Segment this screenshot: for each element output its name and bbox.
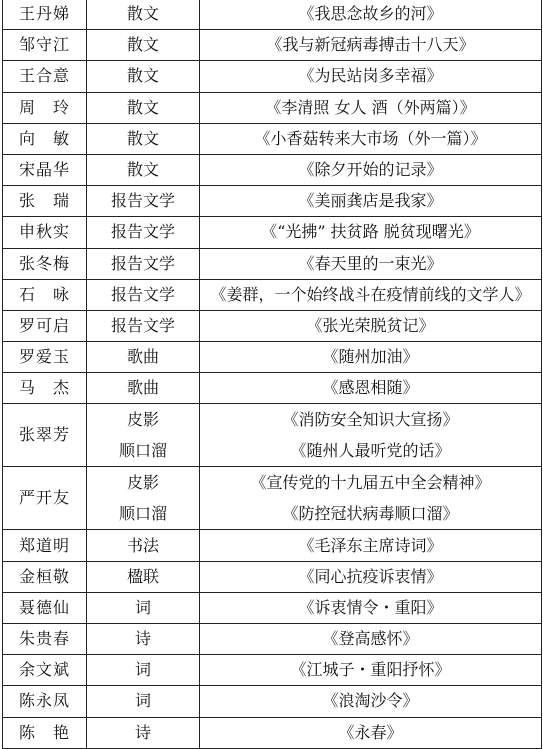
title-text: 《防控冠状病毒顺口溜》 (282, 504, 459, 524)
author-cell: 王丹娣 (3, 0, 87, 30)
author-cell: 严开友 (3, 467, 87, 530)
title-cell: 《为民站岗多幸福》 (200, 61, 542, 92)
genre-cell: 歌曲 (87, 373, 200, 404)
title-cell: 《登高感怀》 (200, 624, 542, 655)
title-cell: 《我思念故乡的河》 (200, 0, 542, 30)
genre-cell: 歌曲 (87, 342, 200, 373)
genre-cell: 报告文学 (87, 217, 200, 248)
title-cell: 《小香菇转来大市场（外一篇）》 (200, 123, 542, 154)
title-cell: 《李清照 女人 酒（外两篇）》 (200, 92, 542, 123)
table-row-group (3, 467, 542, 530)
genre-cell: 散文 (87, 30, 200, 61)
table-row (3, 92, 542, 123)
table-row (3, 61, 542, 92)
title-cell (200, 404, 542, 467)
works-table-body (3, 0, 542, 748)
author-cell: 张 瑞 (3, 186, 87, 217)
author-cell: 马 杰 (3, 373, 87, 404)
table-row (3, 655, 542, 686)
author-cell: 聂德仙 (3, 592, 87, 623)
title-cell: 《姜群，一个始终战斗在疫情前线的文学人》 (200, 279, 542, 310)
author-cell: 申秋实 (3, 217, 87, 248)
title-text: 《宣传党的十九届五中全会精神》 (250, 473, 491, 493)
genre-cell (87, 404, 200, 467)
title-cell: 《永春》 (200, 717, 542, 748)
genre-text: 皮影 (126, 473, 159, 493)
author-cell: 向 敏 (3, 123, 87, 154)
genre-cell: 书法 (87, 530, 200, 561)
genre-text: 皮影 (126, 410, 159, 430)
table-row (3, 0, 542, 30)
table-row (3, 717, 542, 748)
author-cell: 陈 艳 (3, 717, 87, 748)
author-cell: 周 玲 (3, 92, 87, 123)
table-row (3, 561, 542, 592)
author-cell: 邹守江 (3, 30, 87, 61)
works-table (2, 0, 542, 749)
title-text: 《消防安全知识大宣扬》 (282, 410, 459, 430)
author-cell: 罗爱玉 (3, 342, 87, 373)
author-cell: 张翠芳 (3, 404, 87, 467)
table-row (3, 310, 542, 341)
author-cell: 张冬梅 (3, 248, 87, 279)
author-cell: 金桓敬 (3, 561, 87, 592)
table-row (3, 279, 542, 310)
genre-cell: 诗 (87, 717, 200, 748)
genre-cell: 报告文学 (87, 279, 200, 310)
genre-cell: 报告文学 (87, 186, 200, 217)
table-row (3, 154, 542, 185)
table-row (3, 186, 542, 217)
title-text: 《随州人最听党的话》 (290, 441, 451, 461)
genre-cell: 诗 (87, 624, 200, 655)
title-cell: 《美丽龚店是我家》 (200, 186, 542, 217)
author-cell: 王合意 (3, 61, 87, 92)
genre-cell: 词 (87, 686, 200, 717)
author-cell: 陈永凤 (3, 686, 87, 717)
table-row (3, 217, 542, 248)
table-row (3, 373, 542, 404)
genre-cell: 散文 (87, 154, 200, 185)
genre-cell: 词 (87, 655, 200, 686)
table-row (3, 624, 542, 655)
title-cell: 《我与新冠病毒搏击十八天》 (200, 30, 542, 61)
title-cell: 《诉衷情令・重阳》 (200, 592, 542, 623)
title-cell: 《“光拂” 扶贫路 脱贫现曙光》 (200, 217, 542, 248)
title-cell: 《随州加油》 (200, 342, 542, 373)
author-cell: 余文斌 (3, 655, 87, 686)
table-row (3, 342, 542, 373)
title-cell: 《毛泽东主席诗词》 (200, 530, 542, 561)
author-cell: 朱贵春 (3, 624, 87, 655)
genre-cell: 词 (87, 592, 200, 623)
table-row (3, 686, 542, 717)
genre-text: 顺口溜 (118, 441, 167, 461)
genre-cell (87, 467, 200, 530)
genre-cell: 散文 (87, 0, 200, 30)
title-cell: 《感恩相随》 (200, 373, 542, 404)
title-cell: 《春天里的一束光》 (200, 248, 542, 279)
genre-cell: 散文 (87, 123, 200, 154)
genre-cell: 散文 (87, 61, 200, 92)
title-cell: 《江城子・重阳抒怀》 (200, 655, 542, 686)
genre-cell: 楹联 (87, 561, 200, 592)
genre-cell: 报告文学 (87, 310, 200, 341)
genre-text: 顺口溜 (118, 504, 167, 524)
author-cell: 石 咏 (3, 279, 87, 310)
title-cell (200, 467, 542, 530)
table-row (3, 123, 542, 154)
title-cell: 《浪淘沙令》 (200, 686, 542, 717)
table-row (3, 592, 542, 623)
genre-cell: 散文 (87, 92, 200, 123)
table-row-group (3, 404, 542, 467)
table-row (3, 30, 542, 61)
author-cell: 宋晶华 (3, 154, 87, 185)
author-cell: 郑道明 (3, 530, 87, 561)
title-cell: 《同心抗疫诉衷情》 (200, 561, 542, 592)
title-cell: 《除夕开始的记录》 (200, 154, 542, 185)
genre-cell: 报告文学 (87, 248, 200, 279)
table-row (3, 248, 542, 279)
author-cell: 罗可启 (3, 310, 87, 341)
table-row (3, 530, 542, 561)
title-cell: 《张光荣脱贫记》 (200, 310, 542, 341)
